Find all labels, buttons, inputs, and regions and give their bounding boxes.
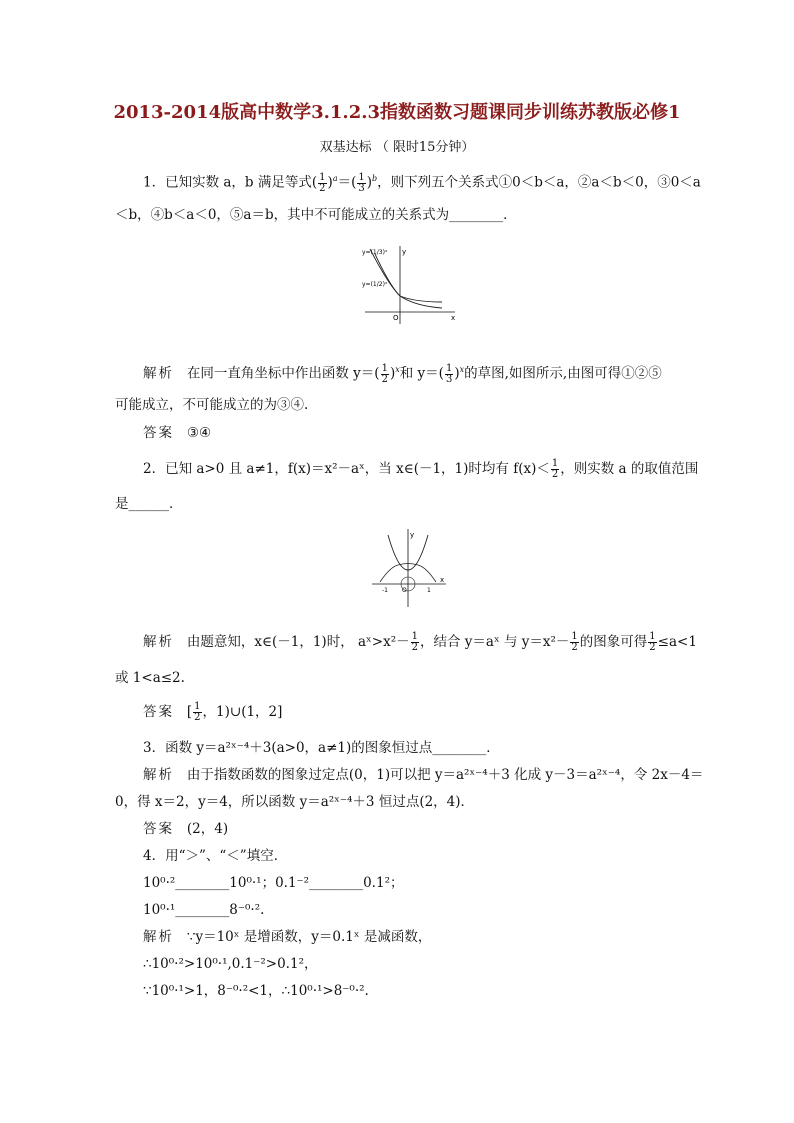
page-title: 2013-2014版高中数学3.1.2.3指数函数习题课同步训练苏教版必修1 [113, 102, 681, 123]
q4-line3: 10⁰·¹________8⁻⁰·². [143, 902, 265, 918]
q2-graph [368, 527, 450, 609]
q3-solution-line1: 解析 由于指数函数的图象过定点(0，1)可以把 y＝a²ˣ⁻⁴＋3 化成 y－3＝a²ˣ⁻⁴，令 2x－4＝ [143, 767, 704, 783]
q2-graph-x-label: x [440, 576, 445, 584]
q2-graph-origin: O [402, 587, 407, 594]
q4-solution-line3: ∵10⁰·¹>1，8⁻⁰·²<1，∴10⁰·¹>8⁻⁰·². [143, 983, 369, 999]
q4-solution-line1: 解析 ∵y＝10ˣ 是增函数，y＝0.1ˣ 是减函数， [143, 929, 432, 945]
fraction-third: $\frac{1}{3}$ [358, 171, 365, 194]
q4-line2: 10⁰·²________10⁰·¹；0.1⁻²________0.1²； [143, 875, 404, 891]
q3-line1: 3．函数 y＝a²ˣ⁻⁴＋3(a>0，a≠1)的图象恒过点________． [143, 740, 500, 756]
q1-graph-label-top: y=(1/3)ˣ [362, 249, 388, 256]
q2-line1: 2．已知 a>0 且 a≠1，f(x)＝x²－aˣ，当 x∈(－1，1)时均有 f(x)＜ $\frac{1}{2}$ ，则实数 a 的取值范围 [143, 458, 699, 480]
q1-answer-tag: 答案 [143, 425, 174, 441]
q4-solution-tag: 解析 [143, 929, 174, 945]
fraction-third: $\frac{1}{3}$ [445, 362, 453, 385]
q1-answer [143, 424, 211, 442]
q3-solution-tag: 解析 [143, 767, 174, 783]
fraction-half: $\frac{1}{2}$ [551, 458, 559, 480]
q2-solution-tag: 解析 [143, 634, 174, 650]
q1-graph-label-mid: y=(1/2)ˣ [362, 281, 388, 288]
q1-answer-value: ③④ [186, 425, 212, 441]
q2-solution-line2: 或 1<a≤2. [115, 670, 185, 686]
q1-graph-y-label: y [402, 248, 407, 256]
section-subtitle: 双基达标 （ 限时15分钟） [319, 140, 475, 155]
fraction-half: $\frac{1}{2}$ [571, 631, 578, 653]
q3-solution-line2: 0，得 x＝2，y＝4，所以函数 y＝a²ˣ⁻⁴＋3 恒过点(2，4)． [115, 794, 475, 810]
q2-answer-tag: 答案 [143, 704, 174, 720]
q1-solution-line1: 解析 在同一直角坐标中作出函数 y＝( $\frac{1}{2}$ )$^x$和 y＝( $\frac{1}{3}$ )$^x$的草图,如图所示,由图可得①②⑤ [143, 362, 662, 385]
fraction-half: $\frac{1}{2}$ [411, 631, 418, 653]
q1-solution-tag: 解析 [143, 365, 174, 382]
q3-answer-tag: 答案 [143, 821, 174, 837]
q1-line2: ＜b，④b＜a＜0，⑤a＝b，其中不可能成立的关系式为________． [115, 207, 517, 223]
q1-graph [360, 244, 460, 326]
q1-line1: 1．已知实数 a，b 满足等式( $\frac{1}{2}$ )$^a$＝( $\frac{1}{3}$ )$^b$，则下列五个关系式①0＜b＜a，②a＜b＜0，③0＜a [143, 171, 701, 194]
q2-graph-neg1: -1 [382, 587, 388, 594]
q1-text-b: ，则下列五个关系式①0＜b＜a，②a＜b＜0，③0＜a [377, 174, 701, 191]
q1-graph-origin: O [393, 314, 399, 322]
q1-text-a: 1．已知实数 a，b 满足等式 [143, 174, 312, 191]
q4-solution-line2: ∴10⁰·²>10⁰·¹,0.1⁻²>0.1²， [143, 956, 318, 972]
q2-graph-y-label: y [410, 531, 415, 539]
fraction-half: $\frac{1}{2}$ [194, 701, 201, 723]
q1-curve-third [370, 249, 442, 308]
q1-solution-line2: 可能成立，不可能成立的为③④. [115, 397, 309, 413]
q3-answer [143, 820, 228, 838]
fraction-half: $\frac{1}{2}$ [381, 362, 388, 385]
fraction-half: $\frac{1}{2}$ [319, 171, 326, 194]
q2-solution-line1: 解析 由题意知，x∈(－1，1)时， aˣ>x²－ $\frac{1}{2}$ ，结合 y＝aˣ 与 y＝x²－ $\frac{1}{2}$ 的图象可得 $\frac{1}{2}$ ≤a<1 [143, 631, 697, 653]
q2-graph-one: 1 [427, 587, 431, 594]
q4-line1: 4．用“＞”、“＜”填空． [143, 848, 288, 864]
fraction-half: $\frac{1}{2}$ [649, 631, 656, 653]
q3-answer-value: (2，4) [186, 821, 229, 837]
q2-answer: 答案 [ $\frac{1}{2}$ ，1)∪(1，2] [143, 701, 283, 723]
q2-line2: 是______． [115, 496, 183, 512]
q1-graph-x-label: x [451, 314, 456, 322]
q1-curve-half [375, 254, 442, 302]
